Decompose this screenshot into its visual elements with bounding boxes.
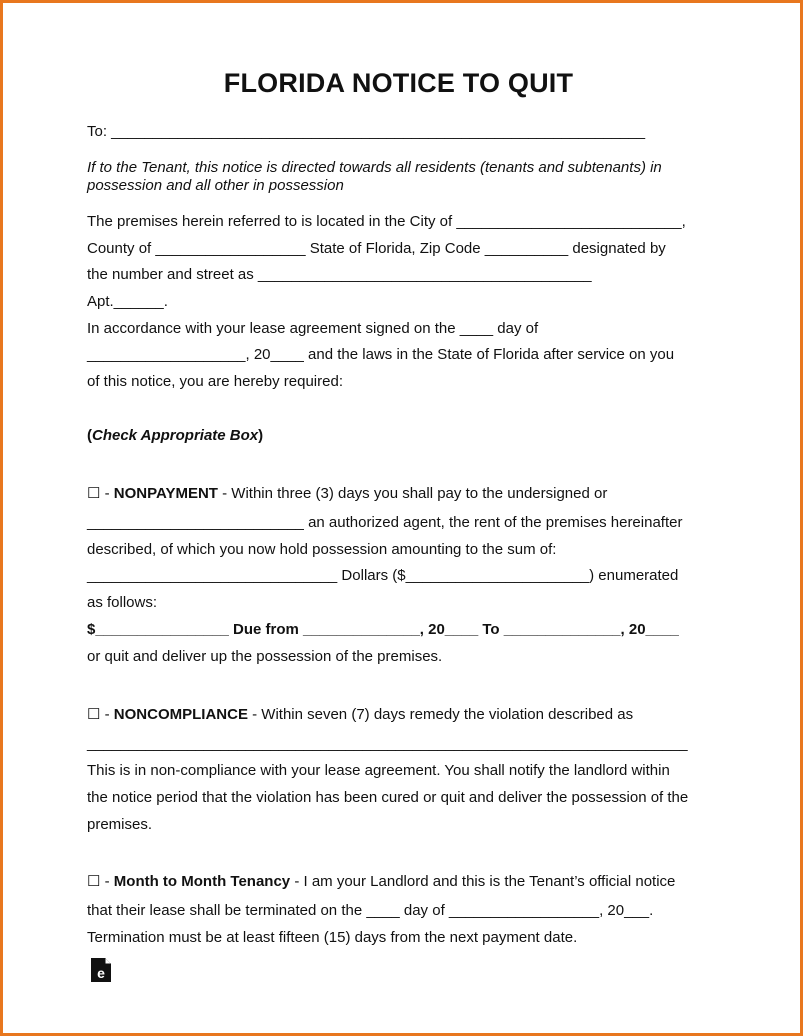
lease-line-2: ___________________, 20____ and the laws in the State of Florida after service on you xyxy=(87,346,675,363)
noncompliance-line-2: ________________________________________________________________________ xyxy=(87,735,688,752)
nonpayment-heading: NONPAYMENT xyxy=(113,485,218,502)
lease-line-3: of this notice, you are hereby required: xyxy=(87,373,343,390)
month-to-month-line-1-text: - I am your Landlord and this is the Tenant’s official notice xyxy=(290,873,676,890)
nonpayment-line-7: or quit and deliver up the possession of the premises. xyxy=(87,648,443,665)
check-paren-open: ( xyxy=(87,427,92,444)
month-to-month-line-2: that their lease shall be terminated on the ____ day of __________________, 20___. xyxy=(87,902,654,919)
check-box-instruction xyxy=(87,427,263,445)
nonpayment-line-1-text: - Within three (3) days you shall pay to the undersigned or xyxy=(217,485,608,502)
logo-letter: e xyxy=(97,965,105,981)
check-instruction-text: Check Appropriate Box xyxy=(92,427,259,444)
premises-line-1: The premises herein referred to is located in the City of ___________________________, xyxy=(87,213,686,230)
intro-line-2: possession and all other in possession xyxy=(87,177,344,194)
document-e-logo-icon xyxy=(90,957,112,983)
premises-line-3: the number and street as ________________________________________ xyxy=(87,266,592,283)
premises-line-2: County of __________________ State of Florida, Zip Code __________ designated by xyxy=(87,240,666,257)
month-to-month-checkbox[interactable]: ☐ - xyxy=(87,873,114,890)
noncompliance-line-4: the notice period that the violation has been cured or quit and deliver the possession of the xyxy=(87,789,689,806)
document-title: FLORIDA NOTICE TO QUIT xyxy=(223,68,574,98)
premises-line-4: Apt.______. xyxy=(87,293,168,310)
month-to-month-line-1 xyxy=(87,873,675,891)
check-paren-close: ) xyxy=(258,427,264,444)
nonpayment-line-4: ______________________________ Dollars ($______________________) enumerated xyxy=(87,567,679,584)
nonpayment-line-6: $________________ Due from ______________, 20____ To ______________, 20____ xyxy=(87,621,679,638)
month-to-month-line-3: Termination must be at least fifteen (15) days from the next payment date. xyxy=(87,929,578,946)
noncompliance-line-3: This is in non-compliance with your lease agreement. You shall notify the landlord within xyxy=(87,762,670,779)
nonpayment-checkbox[interactable]: ☐ - xyxy=(87,485,114,502)
noncompliance-heading: NONCOMPLIANCE xyxy=(113,706,248,723)
nonpayment-line-3: described, of which you now hold possession amounting to the sum of: xyxy=(87,541,557,558)
to-line: To: ________________________________________________________________ xyxy=(87,123,646,140)
noncompliance-checkbox[interactable]: ☐ - xyxy=(87,706,114,723)
lease-line-1: In accordance with your lease agreement signed on the ____ day of xyxy=(87,320,539,337)
noncompliance-line-1-text: - Within seven (7) days remedy the violation described as xyxy=(247,706,634,723)
nonpayment-line-1 xyxy=(87,485,607,503)
noncompliance-line-5: premises. xyxy=(87,816,153,833)
nonpayment-line-5: as follows: xyxy=(87,594,158,611)
intro-line-1: If to the Tenant, this notice is directed towards all residents (tenants and subtenants) in xyxy=(87,159,662,176)
nonpayment-line-2: __________________________ an authorized agent, the rent of the premises hereinafter xyxy=(87,514,683,531)
month-to-month-heading: Month to Month Tenancy xyxy=(113,873,291,890)
noncompliance-line-1 xyxy=(87,706,633,724)
